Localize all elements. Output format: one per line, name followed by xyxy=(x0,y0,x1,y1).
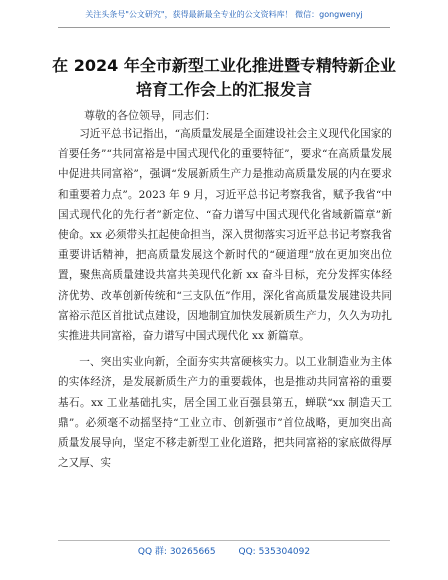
paragraph-1: 习近平总书记指出，“高质量发展是全面建设社会主义现代化国家的首要任务”“共同富裕是中国式现代化的重要特征”，要求“在高质量发展中促进共同富裕”，强调“发展新质生产力是推动高质量发展的内在要求和重要着力点”。2023 年 9 月，习近平总书记考察我省，赋予我省“中国式现代化的先行者”新定位、“奋力谱写中国式现代化省域新篇章”新使命。xx 必须带头扛起使命担当，深入贯彻落实习近平总书记考察我省重要讲话精神，把高质量发展这个新时代的“硬道理”放在更加突出位置，聚焦高质量建设共富共美现代化新 xx 奋斗目标，充分发挥实体经济优势、改革创新传统和“三支队伍”作用，深化省高质量发展建设共同富裕示范区首批试点建设，因地制宜加快发展新质生产力，久久为功扎实推进共同富裕，奋力谱写中国式现代化 xx 新篇章。 xyxy=(58,128,392,343)
footer-divider xyxy=(58,540,390,541)
promo-banner: 关注头条号"公文研究"，获得最新最全专业的公文资料库！ 微信：gongwenyj xyxy=(85,10,363,19)
footer-contact: QQ 群: 30265665 QQ: 535304092 xyxy=(137,547,311,557)
document-body xyxy=(58,124,392,479)
salutation: 尊敬的各位领导，同志们： xyxy=(84,109,216,122)
title-line-2: 培育工作会上的汇报发言 xyxy=(135,80,312,99)
document-title xyxy=(0,54,448,102)
paragraph-2: 一、突出实业向新，全面夯实共富硬核实力。以工业制造业为主体的实体经济，是发展新质生产力的重要载体，也是推动共同富裕的重要基石。xx 工业基础扎实，居全国工业百强县第五，蝉联“xx 制造天工鼎”。必须毫不动摇坚持“工业立市、创新强市”首位战略，更加突出高质量发展导向，坚定不移走新型工业化道路，把共同富裕的家底做得厚之又厚、实 xyxy=(58,356,392,470)
header-divider xyxy=(58,27,390,28)
title-line-1: 在 2024 年全市新型工业化推进暨专精特新企业 xyxy=(52,56,396,75)
